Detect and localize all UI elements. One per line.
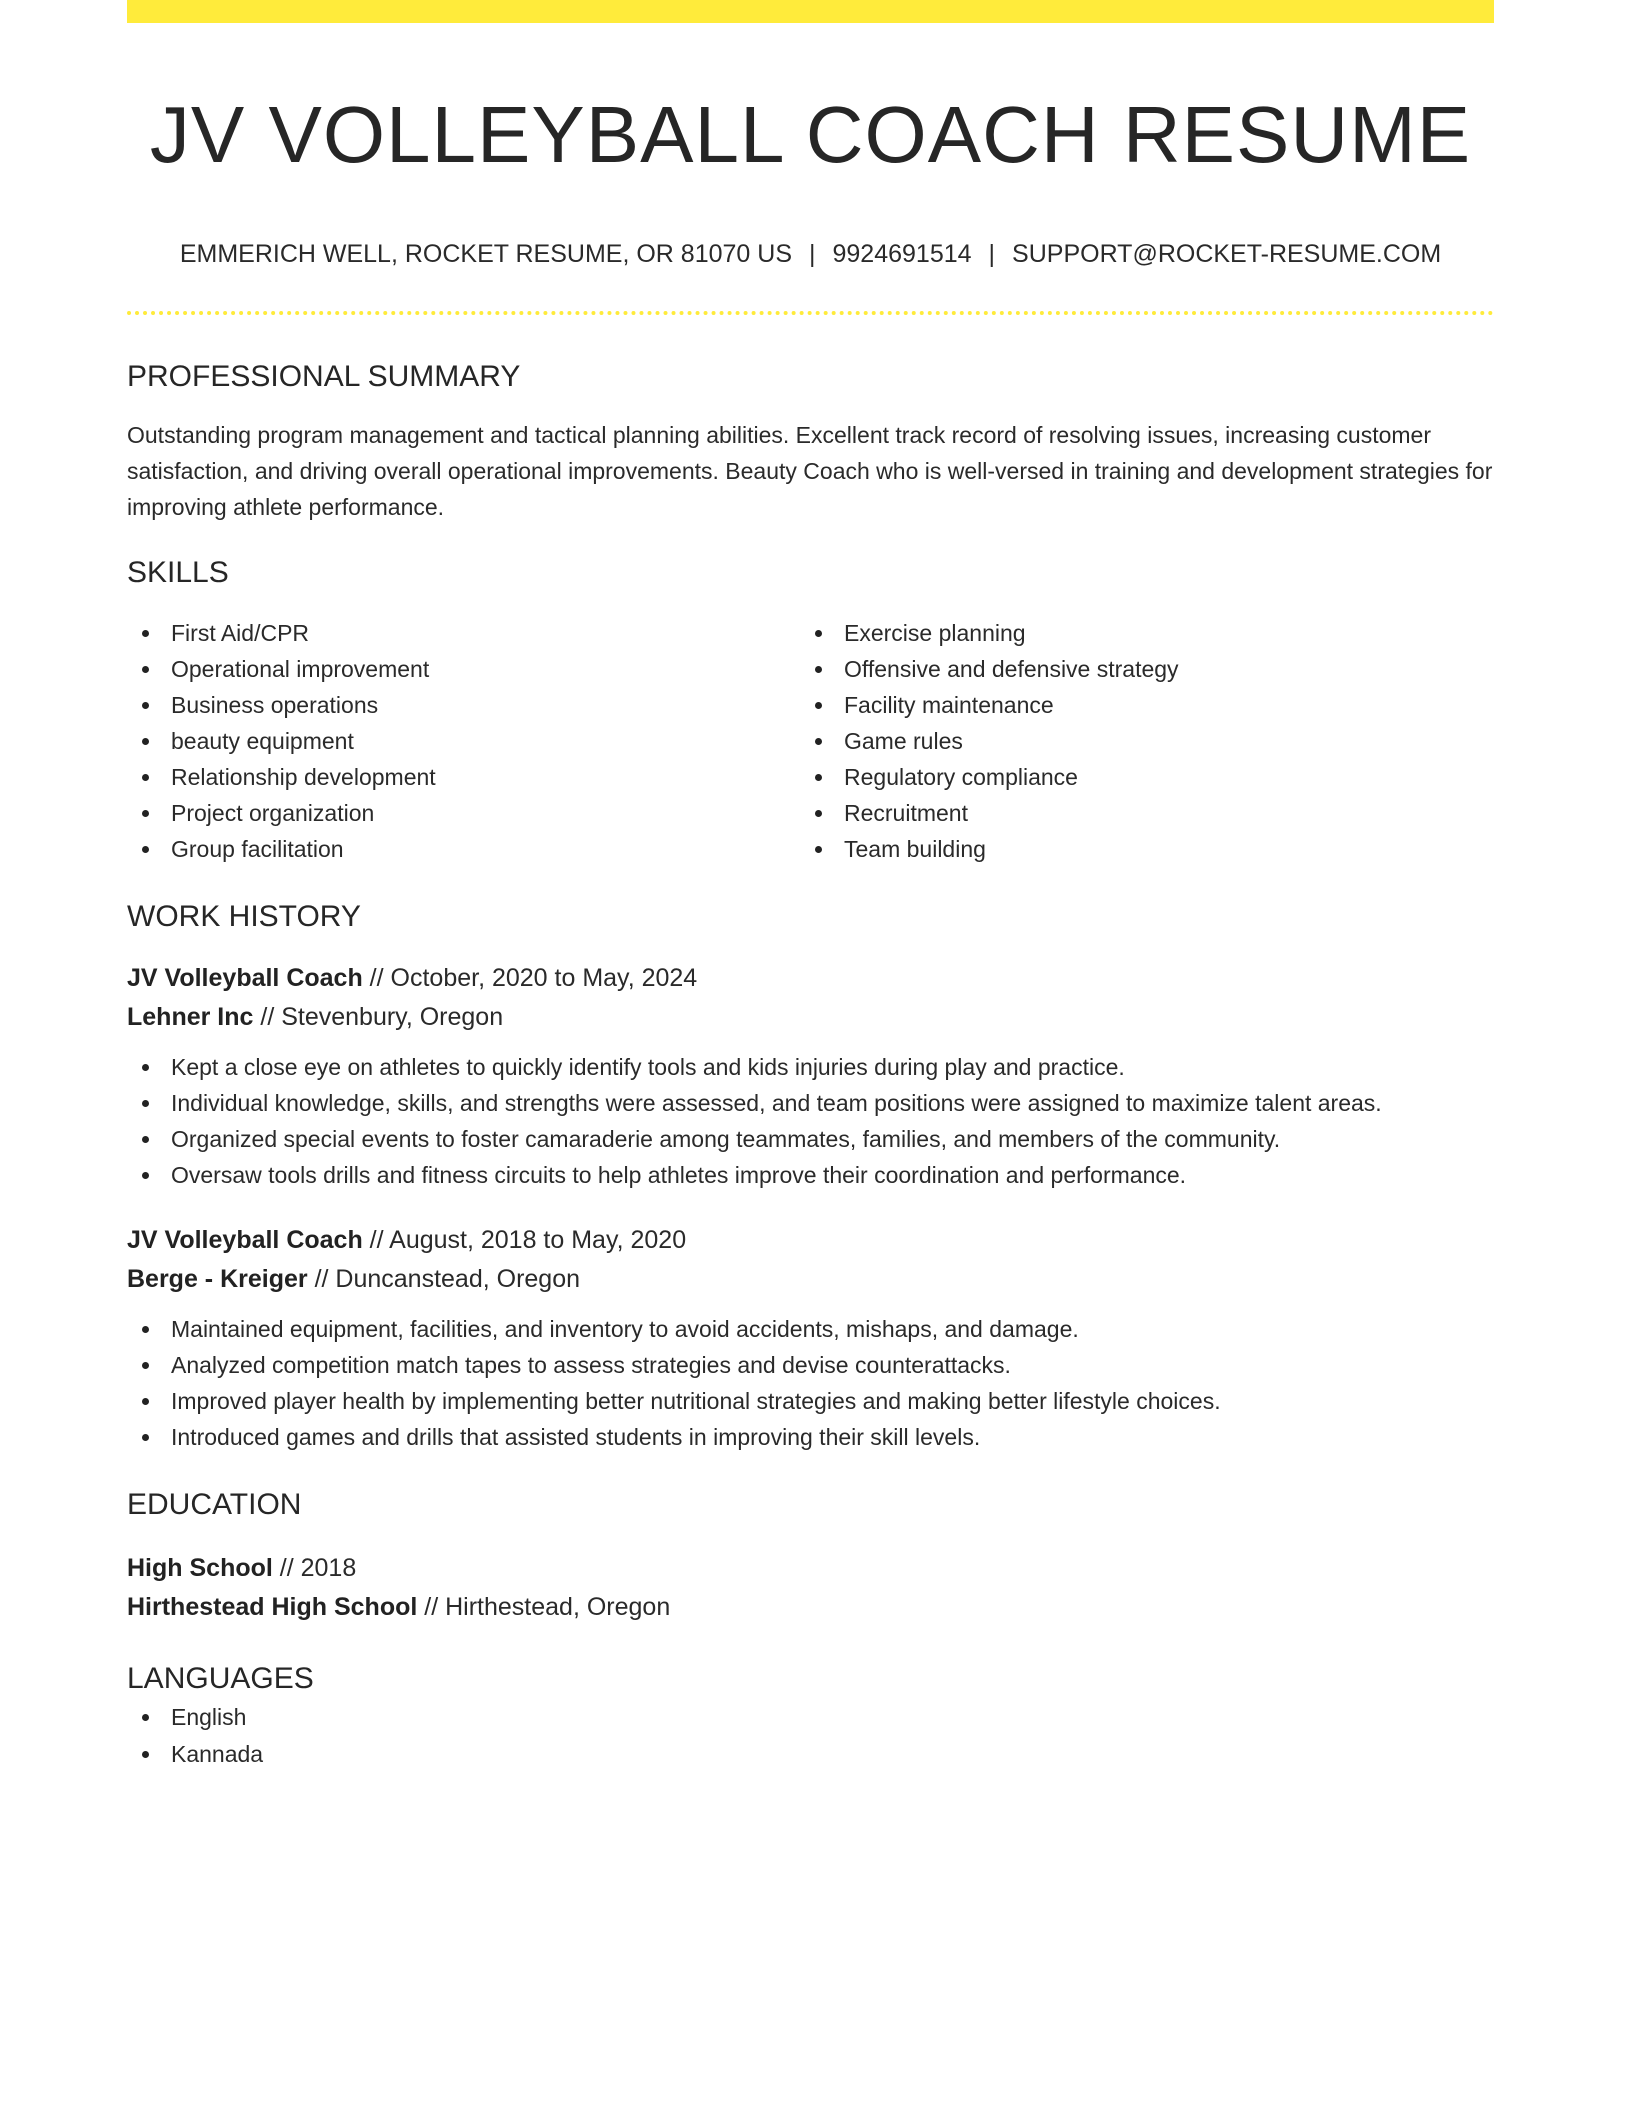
job-title: JV Volleyball Coach (127, 964, 363, 992)
dotted-divider (127, 311, 1494, 315)
language-item: English (127, 1699, 1494, 1736)
job-company-line (127, 1260, 1494, 1299)
job-duties (127, 1049, 1494, 1193)
skill-item: beauty equipment (127, 723, 800, 759)
job-duty: Improved player health by implementing better nutritional strategies and making better lifestyle choices. (127, 1383, 1494, 1419)
job-duty: Introduced games and drills that assisted students in improving their skill levels. (127, 1419, 1494, 1455)
job-duty: Individual knowledge, skills, and strengths were assessed, and team positions were assigned to maximize talent areas. (127, 1085, 1494, 1121)
job-entry (127, 959, 1494, 1193)
skill-item: Exercise planning (800, 615, 1473, 651)
skill-item: Relationship development (127, 759, 800, 795)
contact-separator: | (988, 240, 996, 268)
job-duty: Analyzed competition match tapes to assess strategies and devise counterattacks. (127, 1347, 1494, 1383)
job-duty: Oversaw tools drills and fitness circuits to help athletes improve their coordination and performance. (127, 1157, 1494, 1193)
education-entry (127, 1549, 1494, 1627)
skill-item: Facility maintenance (800, 687, 1473, 723)
education-heading: EDUCATION (127, 1488, 302, 1521)
education-school: Hirthestead High School (127, 1593, 418, 1621)
language-item: Kannada (127, 1736, 1494, 1773)
skills-column-right (800, 615, 1473, 867)
job-title-line (127, 959, 1494, 998)
contact-phone: 9924691514 (832, 240, 972, 268)
job-location: // Duncanstead, Oregon (307, 1265, 581, 1293)
work-history-heading: WORK HISTORY (127, 900, 361, 933)
resume-page (127, 0, 1494, 1773)
summary-heading: PROFESSIONAL SUMMARY (127, 360, 521, 393)
contact-email: SUPPORT@ROCKET-RESUME.COM (1012, 240, 1442, 268)
resume-title: JV VOLLEYBALL COACH RESUME (149, 90, 1472, 179)
contact-line (127, 237, 1494, 271)
skill-item: Team building (800, 831, 1473, 867)
skill-item: Business operations (127, 687, 800, 723)
contact-separator: | (809, 240, 816, 268)
job-title: JV Volleyball Coach (127, 1226, 363, 1254)
job-duties (127, 1311, 1494, 1455)
skill-item: Project organization (127, 795, 800, 831)
skill-item: First Aid/CPR (127, 615, 800, 651)
skill-item: Operational improvement (127, 651, 800, 687)
job-entry (127, 1221, 1494, 1455)
education-school-line (127, 1588, 1494, 1627)
languages-list (127, 1699, 1494, 1773)
skills-list (127, 615, 1494, 867)
job-dates: // October, 2020 to May, 2024 (362, 964, 698, 992)
skill-item: Offensive and defensive strategy (800, 651, 1473, 687)
job-duty: Organized special events to foster camaraderie among teammates, families, and members of the community. (127, 1121, 1494, 1157)
languages-heading: LANGUAGES (127, 1662, 314, 1695)
education-degree: High School (127, 1554, 273, 1582)
contact-address: EMMERICH WELL, ROCKET RESUME, OR 81070 US (179, 240, 792, 268)
summary-text: Outstanding program management and tactical planning abilities. Excellent track record of resolving issues, increasing customer satisfaction, and driving overall operational improvements. Beauty Coach who is well-versed in training and development strategies for improving athlete performance. (127, 422, 1493, 520)
accent-top-bar (127, 0, 1494, 23)
job-company: Berge - Kreiger (127, 1265, 308, 1293)
education-year: // 2018 (272, 1554, 357, 1582)
skill-item: Recruitment (800, 795, 1473, 831)
skills-heading: SKILLS (127, 556, 229, 589)
job-company: Lehner Inc (127, 1003, 254, 1031)
job-company-line (127, 998, 1494, 1037)
skills-column-left (127, 615, 800, 867)
job-duty: Kept a close eye on athletes to quickly identify tools and kids injuries during play and practice. (127, 1049, 1494, 1085)
skill-item: Regulatory compliance (800, 759, 1473, 795)
skill-item: Game rules (800, 723, 1473, 759)
education-degree-line (127, 1549, 1494, 1588)
education-location: // Hirthestead, Oregon (417, 1593, 671, 1621)
job-location: // Stevenbury, Oregon (253, 1003, 504, 1031)
job-dates: // August, 2018 to May, 2020 (362, 1226, 687, 1254)
skill-item: Group facilitation (127, 831, 800, 867)
job-duty: Maintained equipment, facilities, and inventory to avoid accidents, mishaps, and damage. (127, 1311, 1494, 1347)
job-title-line (127, 1221, 1494, 1260)
